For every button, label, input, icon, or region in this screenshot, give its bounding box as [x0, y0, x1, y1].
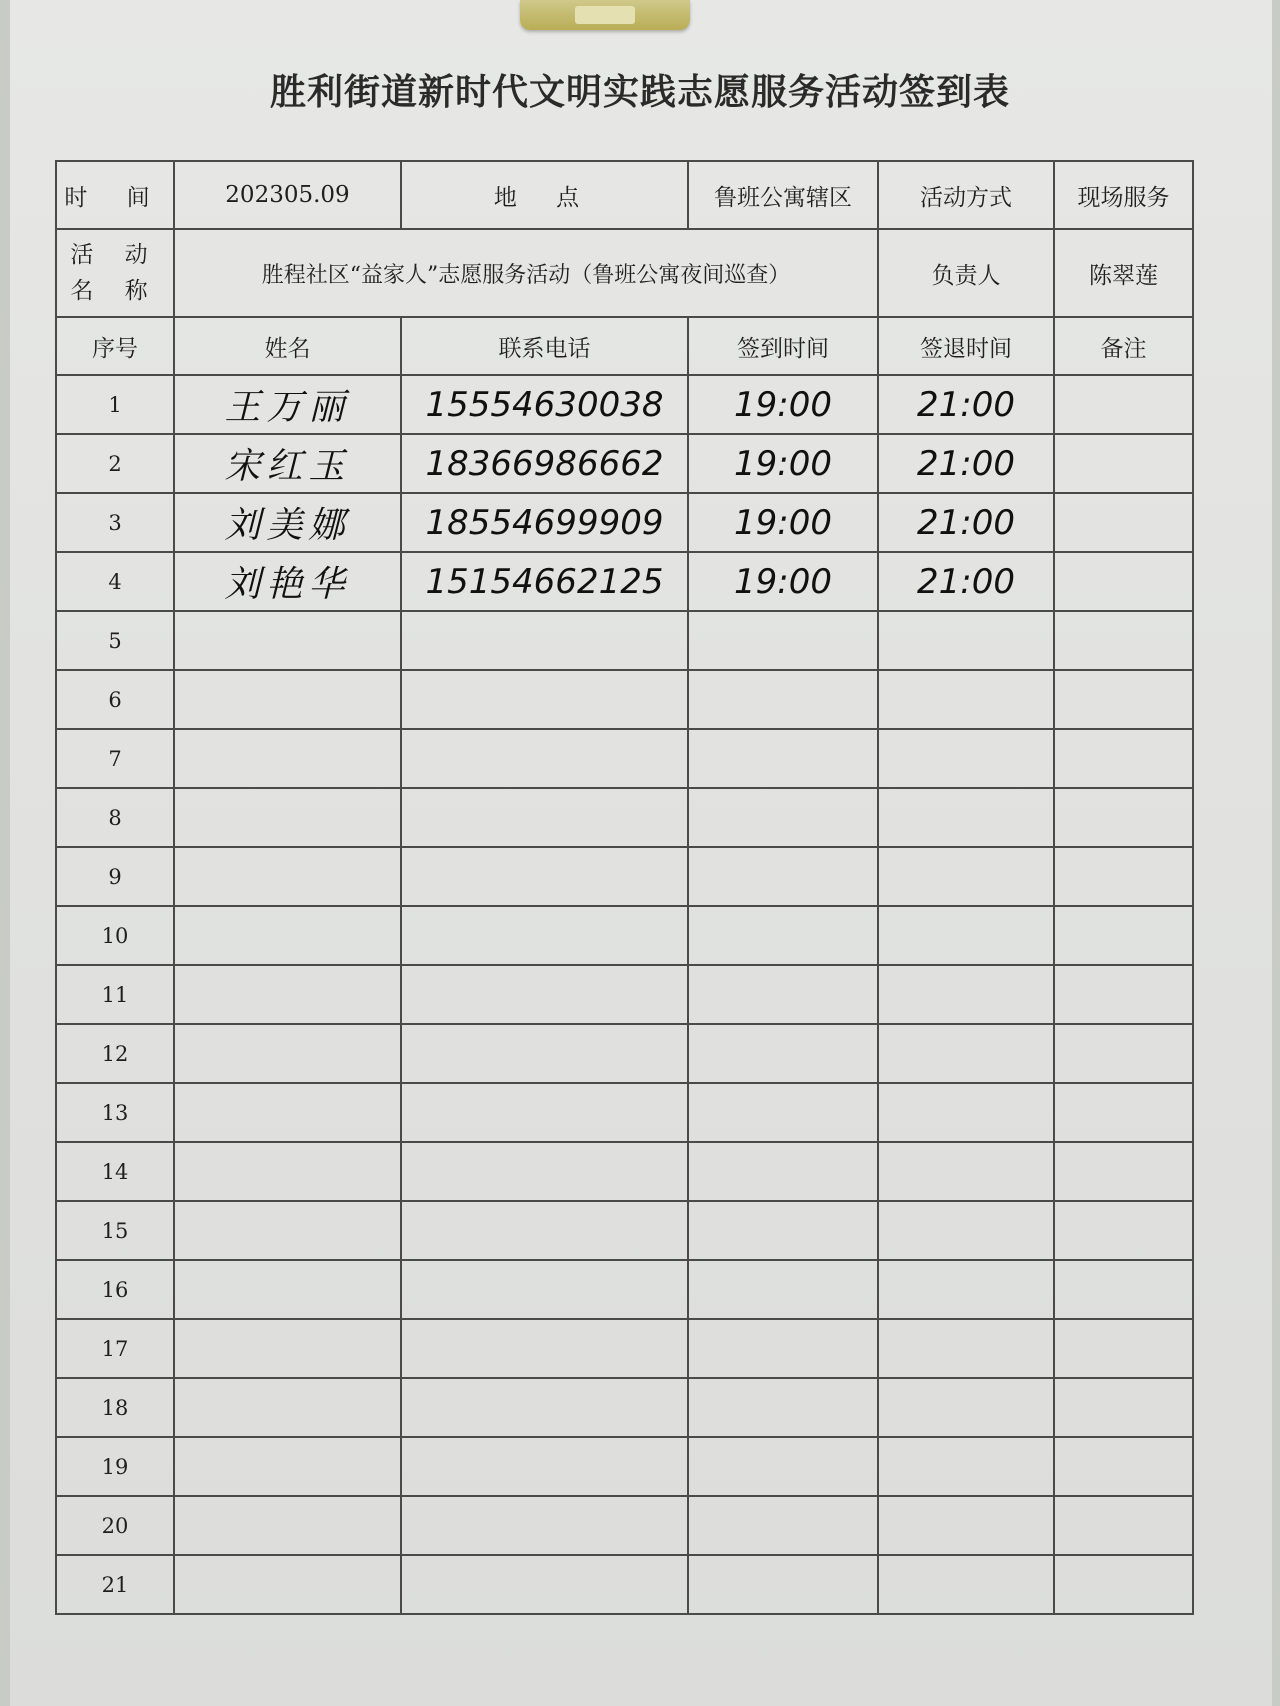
- sign-out-time-cell: [878, 788, 1054, 847]
- row-number-cell: 18: [56, 1378, 174, 1437]
- place-label: 地 点: [401, 161, 688, 229]
- sign-out-time-cell: [878, 670, 1054, 729]
- name-cell: 刘艳华: [174, 552, 401, 611]
- page-title: 胜利街道新时代文明实践志愿服务活动签到表: [269, 72, 1010, 113]
- phone-cell: 18554699909: [401, 493, 688, 552]
- row-number-cell: 5: [56, 611, 174, 670]
- sign-out-time-cell: [878, 1378, 1054, 1437]
- row-number-cell: 10: [56, 906, 174, 965]
- row-number-cell: 21: [56, 1555, 174, 1614]
- sign-in-time-cell: [688, 906, 878, 965]
- remark-cell: [1054, 1555, 1193, 1614]
- table-row: [56, 1437, 1193, 1496]
- time-label: 时 间: [56, 161, 174, 229]
- remark-cell: [1054, 670, 1193, 729]
- name-cell: [174, 1378, 401, 1437]
- row-number-cell: 17: [56, 1319, 174, 1378]
- table-row: [56, 788, 1193, 847]
- table-row: [56, 1024, 1193, 1083]
- table-row: [56, 1260, 1193, 1319]
- table-row: [56, 1083, 1193, 1142]
- name-cell: [174, 965, 401, 1024]
- place-value: 鲁班公寓辖区: [688, 161, 878, 229]
- mode-value: 现场服务: [1054, 161, 1193, 229]
- table-row: [56, 493, 1193, 552]
- remark-cell: [1054, 788, 1193, 847]
- sign-in-time-cell: [688, 1378, 878, 1437]
- sign-in-time-cell: [688, 1083, 878, 1142]
- sign-in-time-cell: 19:00: [688, 434, 878, 493]
- sign-in-time-cell: [688, 670, 878, 729]
- sign-out-time-cell: 21:00: [878, 434, 1054, 493]
- sign-in-time-cell: [688, 1024, 878, 1083]
- table-row: [56, 611, 1193, 670]
- sign-in-time-cell: [688, 1496, 878, 1555]
- table-row: [56, 1201, 1193, 1260]
- sign-out-time-cell: [878, 729, 1054, 788]
- row-number-cell: 13: [56, 1083, 174, 1142]
- name-cell: [174, 1083, 401, 1142]
- phone-cell: [401, 1201, 688, 1260]
- name-cell: [174, 1142, 401, 1201]
- clipboard-clip: [520, 0, 690, 30]
- name-cell: [174, 1260, 401, 1319]
- row-number-cell: 20: [56, 1496, 174, 1555]
- remark-cell: [1054, 434, 1193, 493]
- sign-out-time-cell: [878, 1142, 1054, 1201]
- column-header: 签退时间: [878, 317, 1054, 375]
- phone-cell: 15154662125: [401, 552, 688, 611]
- phone-cell: [401, 1319, 688, 1378]
- table-row: [56, 552, 1193, 611]
- remark-cell: [1054, 1260, 1193, 1319]
- sign-out-time-cell: [878, 1024, 1054, 1083]
- phone-cell: [401, 1142, 688, 1201]
- row-number-cell: 14: [56, 1142, 174, 1201]
- table-row: [56, 1319, 1193, 1378]
- name-cell: [174, 670, 401, 729]
- name-cell: [174, 1319, 401, 1378]
- phone-cell: [401, 1083, 688, 1142]
- sign-in-time-cell: [688, 965, 878, 1024]
- remark-cell: [1054, 906, 1193, 965]
- activity-name-label: [56, 229, 174, 317]
- remark-cell: [1054, 493, 1193, 552]
- row-number-cell: 8: [56, 788, 174, 847]
- row-number-cell: 7: [56, 729, 174, 788]
- table-row: [56, 847, 1193, 906]
- sign-in-time-cell: [688, 611, 878, 670]
- column-header: 姓名: [174, 317, 401, 375]
- row-number-cell: 15: [56, 1201, 174, 1260]
- remark-cell: [1054, 611, 1193, 670]
- remark-cell: [1054, 1319, 1193, 1378]
- name-cell: [174, 906, 401, 965]
- sign-in-time-cell: [688, 1437, 878, 1496]
- name-cell: 刘美娜: [174, 493, 401, 552]
- name-cell: 王万丽: [174, 375, 401, 434]
- sign-out-time-cell: [878, 965, 1054, 1024]
- remark-cell: [1054, 1142, 1193, 1201]
- name-cell: [174, 847, 401, 906]
- mode-label: 活动方式: [878, 161, 1054, 229]
- phone-cell: [401, 965, 688, 1024]
- row-number-cell: 1: [56, 375, 174, 434]
- sign-out-time-cell: [878, 1496, 1054, 1555]
- sign-out-time-cell: [878, 906, 1054, 965]
- row-number-cell: 16: [56, 1260, 174, 1319]
- sign-out-time-cell: [878, 1319, 1054, 1378]
- column-header: 签到时间: [688, 317, 878, 375]
- table-row: [56, 965, 1193, 1024]
- phone-cell: [401, 1378, 688, 1437]
- phone-cell: [401, 1437, 688, 1496]
- sign-in-time-cell: 19:00: [688, 375, 878, 434]
- phone-cell: [401, 847, 688, 906]
- name-cell: [174, 788, 401, 847]
- phone-cell: [401, 670, 688, 729]
- activity-name-label-line2: 名 称: [70, 278, 160, 304]
- row-number-cell: 3: [56, 493, 174, 552]
- row-number-cell: 9: [56, 847, 174, 906]
- name-cell: [174, 611, 401, 670]
- info-row-1: [56, 161, 1193, 229]
- remark-cell: [1054, 1024, 1193, 1083]
- sign-in-time-cell: [688, 1260, 878, 1319]
- column-header-row: [56, 317, 1193, 375]
- info-row-2: [56, 229, 1193, 317]
- table-row: [56, 375, 1193, 434]
- sign-in-time-cell: 19:00: [688, 493, 878, 552]
- name-cell: [174, 1496, 401, 1555]
- name-cell: [174, 729, 401, 788]
- table-row: [56, 1142, 1193, 1201]
- sign-out-time-cell: 21:00: [878, 375, 1054, 434]
- name-cell: 宋红玉: [174, 434, 401, 493]
- leader-label: 负责人: [878, 229, 1054, 317]
- phone-cell: [401, 788, 688, 847]
- phone-cell: [401, 906, 688, 965]
- phone-cell: [401, 611, 688, 670]
- name-cell: [174, 1555, 401, 1614]
- sign-in-time-cell: [688, 1319, 878, 1378]
- table-row: [56, 729, 1193, 788]
- column-header: 序号: [56, 317, 174, 375]
- sign-out-time-cell: [878, 1555, 1054, 1614]
- name-cell: [174, 1437, 401, 1496]
- column-header: 备注: [1054, 317, 1193, 375]
- remark-cell: [1054, 1378, 1193, 1437]
- time-value: 202305.09: [174, 161, 401, 229]
- table-row: [56, 670, 1193, 729]
- remark-cell: [1054, 1437, 1193, 1496]
- sign-out-time-cell: [878, 1260, 1054, 1319]
- row-number-cell: 4: [56, 552, 174, 611]
- row-number-cell: 12: [56, 1024, 174, 1083]
- remark-cell: [1054, 1496, 1193, 1555]
- sign-out-time-cell: [878, 1437, 1054, 1496]
- sign-out-time-cell: [878, 847, 1054, 906]
- sign-in-time-cell: [688, 1555, 878, 1614]
- sign-in-time-cell: 19:00: [688, 552, 878, 611]
- sign-in-time-cell: [688, 788, 878, 847]
- phone-cell: [401, 1496, 688, 1555]
- remark-cell: [1054, 847, 1193, 906]
- phone-cell: [401, 1260, 688, 1319]
- remark-cell: [1054, 965, 1193, 1024]
- name-cell: [174, 1024, 401, 1083]
- row-number-cell: 2: [56, 434, 174, 493]
- activity-name-value: 胜程社区“益家人”志愿服务活动（鲁班公寓夜间巡查）: [174, 229, 878, 317]
- sign-in-time-cell: [688, 1142, 878, 1201]
- phone-cell: 15554630038: [401, 375, 688, 434]
- sign-out-time-cell: [878, 611, 1054, 670]
- sign-out-time-cell: [878, 1201, 1054, 1260]
- name-cell: [174, 1201, 401, 1260]
- table-row: [56, 434, 1193, 493]
- row-number-cell: 11: [56, 965, 174, 1024]
- activity-name-label-line1: 活 动: [70, 242, 160, 268]
- sign-in-time-cell: [688, 729, 878, 788]
- sign-out-time-cell: 21:00: [878, 493, 1054, 552]
- sign-out-time-cell: 21:00: [878, 552, 1054, 611]
- phone-cell: 18366986662: [401, 434, 688, 493]
- remark-cell: [1054, 375, 1193, 434]
- sign-in-table: [55, 160, 1194, 1615]
- remark-cell: [1054, 1201, 1193, 1260]
- sign-out-time-cell: [878, 1083, 1054, 1142]
- remark-cell: [1054, 729, 1193, 788]
- table-row: [56, 1496, 1193, 1555]
- remark-cell: [1054, 1083, 1193, 1142]
- phone-cell: [401, 1024, 688, 1083]
- sign-in-time-cell: [688, 1201, 878, 1260]
- table-row: [56, 906, 1193, 965]
- phone-cell: [401, 1555, 688, 1614]
- phone-cell: [401, 729, 688, 788]
- column-header: 联系电话: [401, 317, 688, 375]
- row-number-cell: 19: [56, 1437, 174, 1496]
- remark-cell: [1054, 552, 1193, 611]
- row-number-cell: 6: [56, 670, 174, 729]
- table-row: [56, 1378, 1193, 1437]
- sign-in-time-cell: [688, 847, 878, 906]
- table-row: [56, 1555, 1193, 1614]
- leader-value: 陈翠莲: [1054, 229, 1193, 317]
